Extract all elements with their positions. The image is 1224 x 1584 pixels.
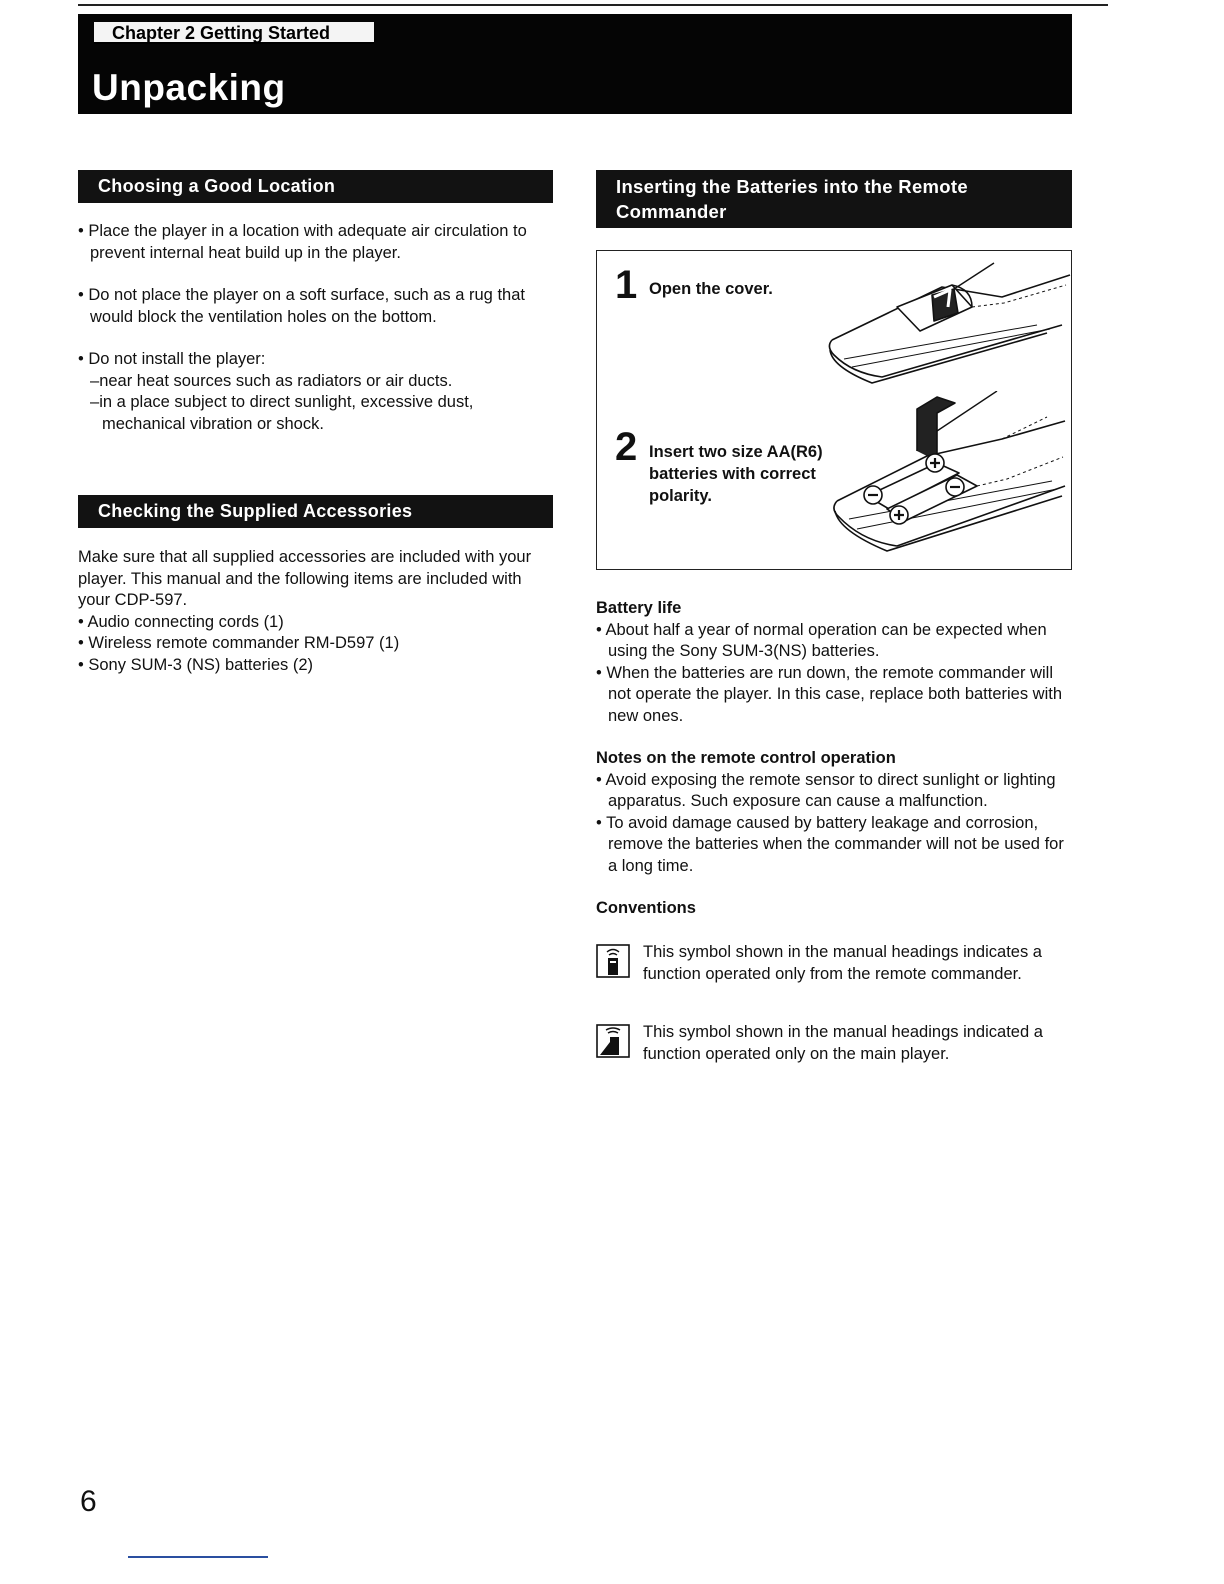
section-heading-batteries: Inserting the Batteries into the Remote Commander [596, 170, 1072, 228]
section-heading-accessories: Checking the Supplied Accessories [78, 495, 553, 528]
step-number-1: 1 [615, 263, 638, 307]
remote-cover-illustration [822, 255, 1072, 400]
accessories-text [78, 547, 548, 676]
list-item: • Audio connecting cords (1) [78, 612, 284, 631]
chapter-header [78, 14, 1072, 114]
conventions-heading: Conventions [596, 899, 696, 917]
notes-heading: Notes on the remote control operation [596, 749, 896, 767]
step-number-2: 2 [615, 425, 638, 469]
step-text-2: Insert two size AA(R6) batteries with correct polarity. [649, 443, 823, 505]
battery-life-heading: Battery life [596, 599, 682, 617]
footer-rule [128, 1556, 268, 1558]
list-item: • Do not install the player: [78, 350, 266, 368]
list-item: • Avoid exposing the remote sensor to direct sunlight or lighting apparatus. Such exposure can cause a malfunction. [596, 770, 1056, 810]
list-item: • About half a year of normal operation can be expected when using the Sony SUM-3(NS) batteries. [596, 620, 1047, 660]
convention-remote-text: This symbol shown in the manual headings indicates a function operated only from the remote commander. [643, 943, 1042, 983]
battery-life-text [596, 598, 1076, 920]
list-item: • Sony SUM-3 (NS) batteries (2) [78, 655, 314, 674]
chapter-label: Chapter 2 Getting Started [94, 22, 374, 44]
top-rule [78, 4, 1108, 6]
list-item: –in a place subject to direct sunlight, excessive dust, mechanical vibration or shock. [90, 393, 474, 433]
convention-main-player-text: This symbol shown in the manual headings indicated a function operated only on the main player. [643, 1023, 1043, 1063]
list-item: • Place the player in a location with adequate air circulation to prevent internal heat build up in the player. [78, 222, 527, 262]
battery-steps-figure [596, 250, 1072, 570]
list-item: • When the batteries are run down, the remote commander will not operate the player. In this case, replace both batteries with new ones. [596, 663, 1063, 725]
battery-insert-illustration [827, 391, 1067, 566]
list-item: –near heat sources such as radiators or air ducts. [90, 371, 453, 390]
list-item: • Do not place the player on a soft surface, such as a rug that would block the ventilation holes on the bottom. [78, 286, 525, 326]
accessories-intro: Make sure that all supplied accessories are included with your player. This manual and the following items are included with your CDP-597. [78, 548, 532, 609]
location-text [78, 221, 558, 435]
main-player-icon [596, 1024, 630, 1058]
page-title: Unpacking [92, 67, 286, 108]
section-heading-location: Choosing a Good Location [78, 170, 553, 203]
page-number: 6 [80, 1485, 97, 1518]
step-text-1: Open the cover. [649, 280, 773, 298]
list-item: • Wireless remote commander RM-D597 (1) [78, 634, 400, 652]
list-item: • To avoid damage caused by battery leakage and corrosion, remove the batteries when the commander will not be used for a long time. [596, 813, 1064, 875]
remote-icon [596, 944, 630, 978]
